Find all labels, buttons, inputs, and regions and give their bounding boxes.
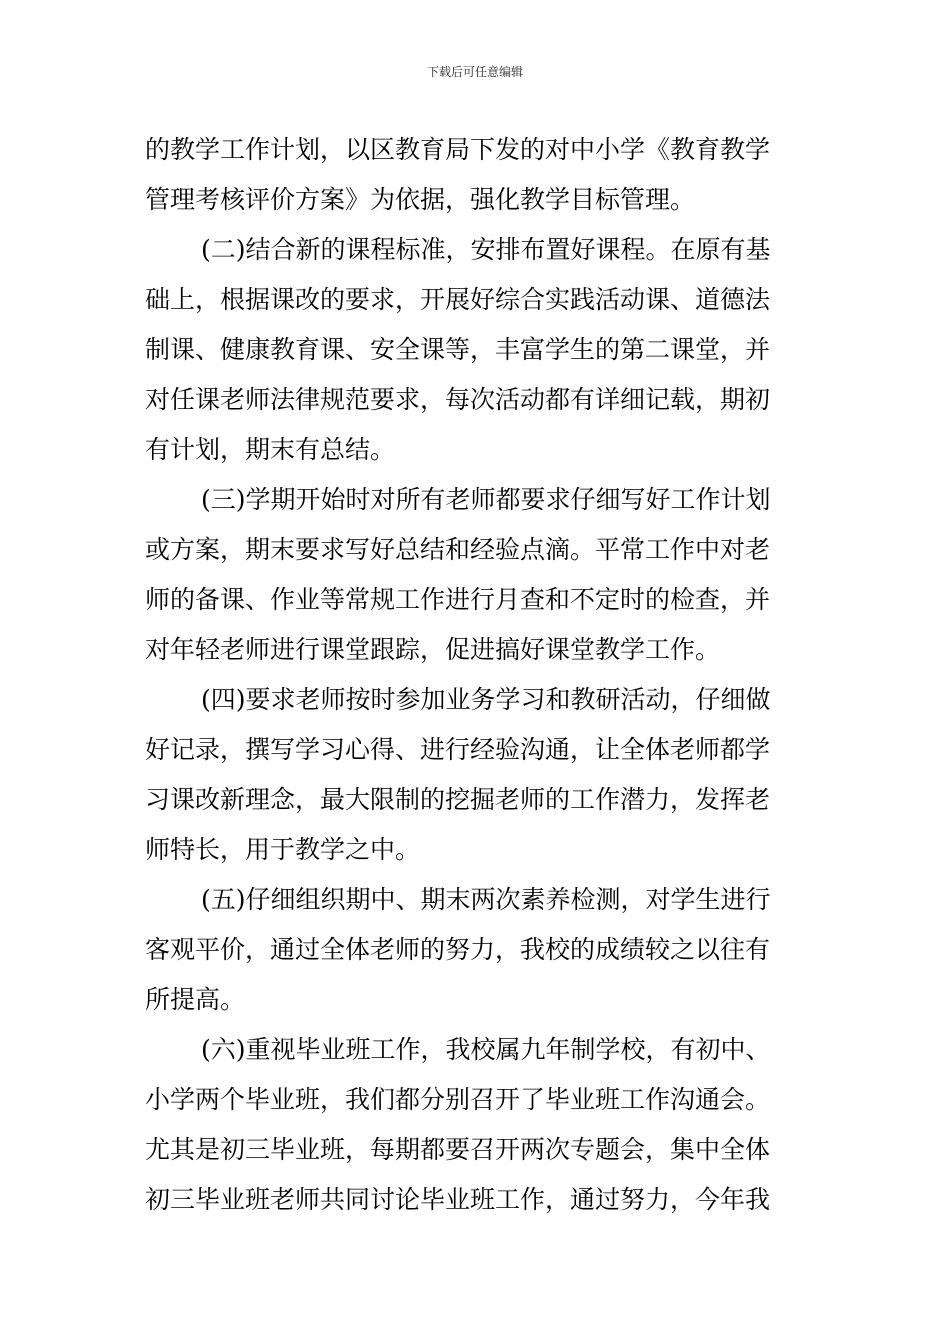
text-line: 对任课老师法律规范要求，每次活动都有详细记载，期初 bbox=[145, 385, 771, 414]
page-header: 下载后可任意编辑 bbox=[426, 65, 523, 79]
text-line: 师特长，用于教学之中。 bbox=[145, 835, 421, 864]
text-line: 所提高。 bbox=[145, 985, 246, 1014]
text-line: 小学两个毕业班，我们都分别召开了毕业班工作沟通会。 bbox=[145, 1085, 771, 1114]
text-line: 尤其是初三毕业班，每期都要召开两次专题会，集中全体 bbox=[145, 1135, 771, 1164]
text-line: 的教学工作计划，以区教育局下发的对中小学《教育教学 bbox=[145, 135, 771, 164]
paragraph-first-line: (五)仔细组织期中、期末两次素养检测，对学生进行 bbox=[201, 885, 771, 914]
paragraph-first-line: (三)学期开始时对所有老师都要求仔细写好工作计划 bbox=[201, 485, 771, 514]
paragraph-first-line: (二)结合新的课程标准，安排布置好课程。在原有基 bbox=[201, 235, 771, 264]
text-line: 对年轻老师进行课堂跟踪，促进搞好课堂教学工作。 bbox=[145, 635, 721, 664]
text-line: 或方案，期末要求写好总结和经验点滴。平常工作中对老 bbox=[145, 535, 771, 564]
text-line: 础上，根据课改的要求，开展好综合实践活动课、道德法 bbox=[145, 285, 771, 314]
paragraph-first-line: (六)重视毕业班工作，我校属九年制学校，有初中、 bbox=[201, 1035, 771, 1064]
text-line: 习课改新理念，最大限制的挖掘老师的工作潜力，发挥老 bbox=[145, 785, 771, 814]
text-line: 初三毕业班老师共同讨论毕业班工作，通过努力，今年我 bbox=[145, 1185, 771, 1214]
text-line: 有计划，期末有总结。 bbox=[145, 435, 396, 464]
text-line: 客观平价，通过全体老师的努力，我校的成绩较之以往有 bbox=[145, 935, 771, 964]
paragraph-first-line: (四)要求老师按时参加业务学习和教研活动，仔细做 bbox=[201, 685, 771, 714]
text-line: 好记录，撰写学习心得、进行经验沟通，让全体老师都学 bbox=[145, 735, 771, 764]
document-body bbox=[145, 125, 810, 1225]
text-line: 师的备课、作业等常规工作进行月查和不定时的检查，并 bbox=[145, 585, 771, 614]
text-line: 管理考核评价方案》为依据，强化教学目标管理。 bbox=[145, 185, 696, 214]
text-line: 制课、健康教育课、安全课等，丰富学生的第二课堂，并 bbox=[145, 335, 771, 364]
